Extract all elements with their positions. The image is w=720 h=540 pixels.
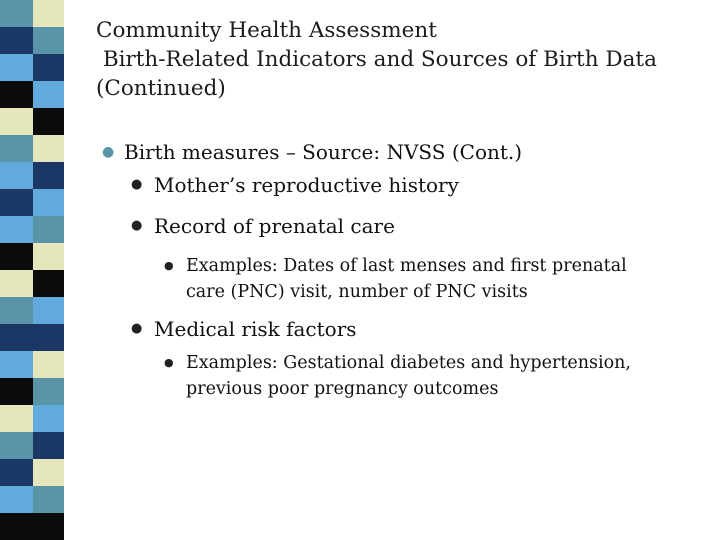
decorative-stripe-bar [0,0,66,540]
bullet-item [131,213,395,239]
stripe [0,270,33,297]
bullet-subitem [164,350,664,402]
stripe [33,486,66,513]
bullet-dot-icon: ● [164,259,174,272]
stripe [33,162,66,189]
bullet-dot-icon: ● [102,144,115,160]
stripe [0,513,33,540]
stripe [0,459,33,486]
bullet-main-text: Birth measures – Source: NVSS (Cont.) [124,140,523,164]
bullet-item [131,172,459,198]
stripe [0,405,33,432]
stripe [0,432,33,459]
stripe [0,324,33,351]
stripe [33,513,66,540]
stripe [0,135,33,162]
stripe-column-left [0,0,33,540]
stripe [0,351,33,378]
stripe [33,351,66,378]
stripe [33,0,66,27]
stripe [0,243,33,270]
stripe [33,189,66,216]
stripe [0,108,33,135]
stripe [0,189,33,216]
bullet-subitem-text: Examples: Gestational diabetes and hypertension, previous poor pregnancy outcomes [186,353,631,399]
stripe [33,297,66,324]
bullet-item-text: Mother’s reproductive history [154,173,459,197]
title-line-2: Birth-Related Indicators and Sources of Birth Data [96,47,657,72]
bullet-item [131,316,357,342]
stripe [33,216,66,243]
bullet-dot-icon: ● [131,218,143,233]
stripe [0,297,33,324]
bullet-dot-icon: ● [131,177,143,192]
stripe [33,270,66,297]
stripe [0,81,33,108]
stripe [0,162,33,189]
stripe [0,0,33,27]
stripe-column-right [33,0,66,540]
stripe [0,486,33,513]
bullet-item-text: Medical risk factors [154,317,357,341]
stripe [33,243,66,270]
stripe [0,378,33,405]
stripe [33,378,66,405]
stripe [0,54,33,81]
stripe [33,108,66,135]
stripe [33,81,66,108]
stripe-divider [64,0,67,540]
stripe [33,54,66,81]
title-line-3: (Continued) [96,76,226,101]
stripe [33,405,66,432]
stripe [33,27,66,54]
bullet-dot-icon: ● [164,356,174,369]
bullet-item-text: Record of prenatal care [154,214,395,238]
title-line-1: Community Health Assessment [96,18,437,43]
stripe [0,27,33,54]
stripe [33,324,66,351]
stripe [0,216,33,243]
bullet-main [102,139,522,165]
stripe [33,459,66,486]
bullet-subitem [164,253,664,305]
bullet-subitem-text: Examples: Dates of last menses and first prenatal care (PNC) visit, number of PNC visits [186,256,627,302]
bullet-dot-icon: ● [131,321,143,336]
stripe [33,432,66,459]
stripe [33,135,66,162]
slide-title [96,16,696,103]
